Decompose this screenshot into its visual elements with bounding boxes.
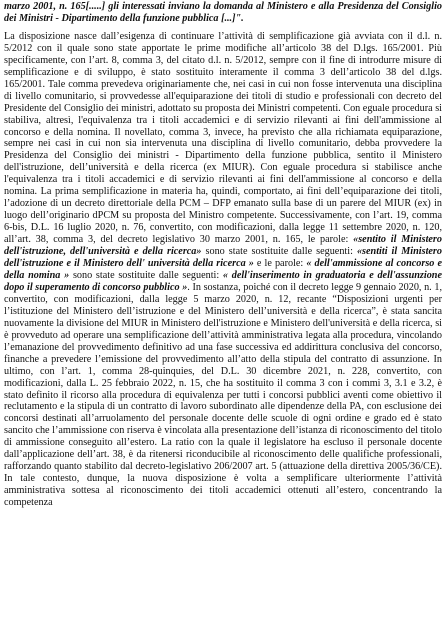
main-paragraph	[4, 31, 442, 509]
paragraph-text: . In sostanza, poiché con il decreto legge 9 gennaio 2020, n. 1, convertito, con modificazioni, dalla legge 5 marzo 2020, n. 12, recante “Disposizioni urgenti per l’istituzione del Ministero dell’istruzione e del Ministero dell’università e della ricerca”, è stata sancita nuovamente la divisione del MIUR in Ministero dell'istruzione e Ministero dell'università e della ricerca, si è provveduto ad operare una semplificazione dell’attività amministrativa legata alla procedura, vincolando l’emanazione del provvedimento definitivo ad una fase successiva ed addirittura conclusiva del concorso, finanche a prevedere l’emissione del provvedimento all’atto della stipula del contratto di assunzione. In ultimo, con l’art. 1, comma 28-quinquies, del D.L. 30 dicembre 2021, n. 228, convertito, con modificazioni, dalla L. 25 febbraio 2022, n. 15, che ha sostituito il comma 3 con i commi 3, 3.1 e 3.2, è stato definito il ricorso alla procedura di equivalenza per tutti i concorsi pubblici aventi come obiettivo il reclutamento e la stipula di un contratto di lavoro subordinato alle dipendenze della PA, con esclusione dei concorsi destinati all’arruolamento del personale docente delle scuole di ogni ordine e grado ed è stato sancito che l’ammissione con riserva è vincolata alla presentazione dell’istanza di riconoscimento del titolo di ammissione conseguito all’estero. La ratio con la quale il legislatore ha escluso il personale docente dall’applicazione dell’art. 38, è da ritenersi riconducibile al riconoscimento delle qualifiche professionali, rafforzando quanto stabilito dal decreto-legislativo 206/2007 art. 5 (attuazione della direttiva 2005/36/CE). In tale contesto, dunque, la nuova disposizione è volta a semplificare ulteriormente l’attività amministrativa sottesa al riconoscimento dei titoli accademici ottenuti all’estero, concentrando la competenza	[4, 281, 442, 509]
quoted-new-wording: « dell'inserimento in graduatoria e dell'assunzione dopo il superamento di concorso pubblico »	[4, 269, 442, 293]
paragraph-text: e le parole:	[253, 258, 307, 270]
paragraph-text: La disposizione nasce dall’esigenza di continuare l’attività di semplificazione già avviata con il d.l. n. 5/2012 con il quale sono state apportate le prime modifiche all’articolo 38 del D.lgs. 165/2001. Più specificamente, con l’art. 8, comma 3, del citato d.l. n. 5/2012, sempre con il fine di introdurre misure di semplificazione e di sviluppo, è stato sostituito interamente il comma 3 dell’articolo 38 del d.lgs. 165/2001. Tale comma prevedeva originariamente che, nei casi in cui non fosse intervenuta una disciplina di livello comunitario, si provvedesse all'equiparazione dei titoli di studio e professionali con decreto del Presidente del Consiglio dei ministri, adottato su proposta dei Ministri competenti. Con eguale procedura si stabiliva, altresì, l'equivalenza tra i titoli accademici e di servizio rilevanti ai fini dell'ammissione al concorso e della nomina. Il novellato, comma 3, invece, ha previsto che alla richiamata equiparazione, sempre nei casi in cui non sia intervenuta una disciplina di livello comunitario, debba provvedere la Presidenza del Consiglio dei ministri - Dipartimento della funzione pubblica, sentito il Ministero dell'istruzione, dell’università e della ricerca (ex MIUR). Con eguale procedura si stabilisce anche l'equivalenza tra i titoli accademici e di servizio rilevanti ai fini dell'ammissione al concorso e della nomina. La prima semplificazione in materia ha, quindi, comportato, ai fini dell’equiparazione dei titoli, l’adozione di un decreto direttoriale della PCM – DFP emanato sulla base di un parere del MIUR (ex) in luogo dell’originario dPCM su proposta del Ministro competente. Successivamente, con l’art. 19, comma 6-bis, D.L. 16 luglio 2020, n. 76, convertito, con modificazioni, dalla legge 11 settembre 2020, n. 120, all’art. 38, comma 3, del decreto legislativo 30 marzo 2001, n. 165, le parole:	[4, 30, 442, 246]
quoted-new-wording: «sentiti il Ministero dell'istruzione e il Ministero dell' università della ricerca »	[4, 246, 442, 270]
paragraph-text: sono state sostituite dalle seguenti:	[201, 246, 357, 258]
quoted-old-wording: «sentito il Ministero dell'istruzione, dell'università e della ricerca»	[4, 234, 442, 258]
quoted-old-wording: « dell'ammissione al concorso e della nomina »	[4, 258, 442, 281]
paragraph-text: sono state sostituite dalle seguenti:	[69, 269, 223, 281]
quoted-norm-excerpt: marzo 2001, n. 165[.....] gli interessati inviano la domanda al Ministero e alla Presidenza del Consiglio dei Ministri - Dipartimento della funzione pubblica [...]".	[4, 1, 442, 24]
